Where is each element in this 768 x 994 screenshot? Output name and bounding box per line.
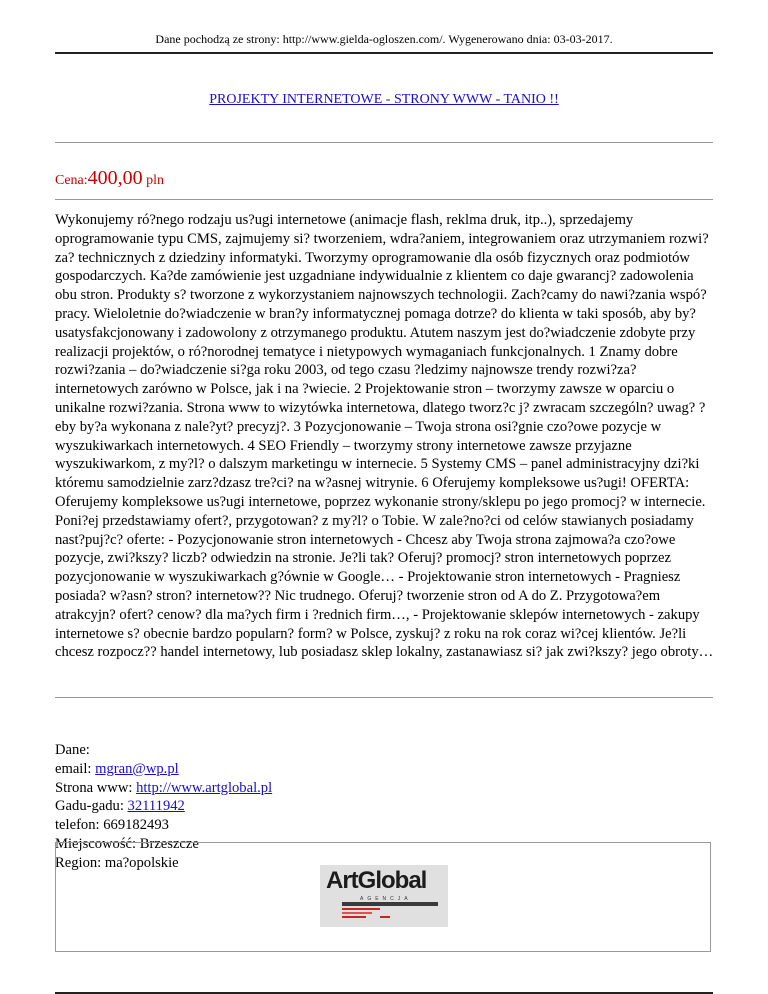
ad-title-link[interactable]: PROJEKTY INTERNETOWE - STRONY WWW - TANIO !!	[209, 92, 559, 107]
www-link[interactable]: http://www.artglobal.pl	[136, 779, 273, 796]
contact-gg-row	[55, 797, 272, 816]
logo-stripe-icon	[342, 912, 372, 914]
title-divider	[55, 142, 713, 143]
logo-bar-icon	[342, 902, 438, 906]
logo-container	[55, 842, 711, 952]
description-divider	[55, 697, 713, 698]
logo-stripe-icon	[342, 908, 380, 910]
contact-phone-row	[55, 816, 272, 835]
gg-link[interactable]: 32111942	[127, 798, 185, 815]
region-value: ma?opolskie	[104, 854, 179, 871]
phone-label: telefon:	[55, 817, 104, 834]
gg-label: Gadu-gadu:	[55, 798, 128, 815]
price	[55, 167, 164, 190]
price-divider	[55, 199, 713, 200]
logo-stripe-icon	[380, 916, 390, 918]
price-amount: 400,00	[87, 167, 143, 189]
contact-www-row	[55, 779, 272, 798]
email-label: email:	[55, 760, 96, 777]
price-currency: pln	[146, 173, 165, 188]
contact-heading: Dane:	[55, 742, 90, 758]
contact-email-row	[55, 760, 272, 779]
logo-brand-text: ArtGlobal	[326, 867, 427, 894]
price-label: Cena:	[55, 173, 88, 188]
logo-sub-text: AGENCJA	[360, 896, 412, 902]
email-link[interactable]: mgran@wp.pl	[95, 760, 179, 777]
www-label: Strona www:	[55, 779, 137, 796]
logo-stripe-icon	[342, 916, 366, 918]
city-value: Brzeszcze	[139, 835, 199, 852]
source-header: Dane pochodzą ze strony: http://www.gielda-ogloszen.com/. Wygenerowano dnia: 03-03-2017.	[155, 32, 613, 46]
ad-description: Wykonujemy ró?nego rodzaju us?ugi internetowe (animacje flash, reklma druk, itp..), sprzedajemy oprogramowanie typu CMS, zajmujemy si? tworzeniem, wdra?aniem, integrowaniem oraz utrzymaniem rozwi?za? technicznych z dziedziny informatyki. Tworzymy oprogramowanie dla osób fizycznych oraz podmiotów gospodarczych. Ka?de zamówienie jest uzgadniane indywidualnie z klientem co daje gwarancj? zadowolenia obu stron. Produkty s? tworzone z wykorzystaniem najnowszych technologii. Zach?camy do nawi?zania wspó?pracy. Wieloletnie do?wiadczenie w bran?y informatycznej pomaga dotrze? do klienta w taki sposób, aby by? usatysfakcjonowany i zadowolony z otrzymanego produktu. Atutem naszym jest do?wiadczenie zdobyte przy realizacji projektów, o ró?norodnej tematyce i nietypowych wymaganiach funkcjonalnych. 1 Znamy dobre rozwi?zania – do?wiadczenie si?ga roku 2003, od tego czasu ?ledzimy najnowsze trendy rozwi?za? internetowych zarówno w Polsce, jak i na ?wiecie. 2 Projektowanie stron – tworzymy zawsze w oparciu o unikalne rozwi?zania. Strona www to wizytówka internetowa, dlatego tworz?c j? zwracam szczególn? uwag? ?eby by?a wykonana z nale?yt? precyzj?. 3 Pozycjonowanie – Twoja strona osi?gnie czo?owe pozycje w wyszukiwarkach internetowych. 4 SEO Friendly – tworzymy strony internetowe zawsze przyjazne wyszukiwarkom, z my?l? o dalszym marketingu w internecie. 5 Systemy CMS – panel administracyjny dzi?ki któremu samodzielnie zarz?dzasz tre?ci? na w?asnej witrynie. 6 Oferujemy kompleksowe us?ugi! OFERTA: Oferujemy kompleksowe us?ugi internetowe, poprzez wykonanie strony/sklepu po jego promocj? w internecie. Poni?ej przedstawiamy ofert?, przygotowan? z my?l? o Tobie. W zale?no?ci od celów stawianych posiadamy nast?puj?c? oferte: - Pozycjonowanie stron internetowych - Chcesz aby Twoja strona zajmowa?a czo?owe pozycje, zwi?kszy? liczb? odwiedzin na stronie. Je?li tak? Oferuj? promocj? stron internetowych poprzez pozycjonowanie w wyszukiwarkach g?ównie w Google… - Projektowanie stron internetowych - Pragniesz posiada? w?asn? stron? internetow?? Nic trudnego. Oferuj? tworzenie stron od A do Z. Przygotowa?em atrakcyjn? ofert? cenow? dla ma?ych firm i ?rednich firm…, - Projektowanie sklepów internetowych - zakupy internetowe s? obecnie bardzo popularn? form? w Polsce, zyskuj? z roku na rok coraz wi?cej klientów. Je?li chcesz rozpocz?? handel internetowy, lub posiadasz sklep lokalny, zastanawiasz si? jak zwi?kszy? jego obroty…	[55, 212, 714, 661]
region-label: Region:	[55, 854, 105, 871]
artglobal-logo	[320, 865, 448, 927]
phone-value: 669182493	[103, 817, 169, 834]
ad-title	[0, 92, 768, 108]
header-divider	[55, 52, 713, 54]
city-label: Miejscowość:	[55, 835, 140, 852]
